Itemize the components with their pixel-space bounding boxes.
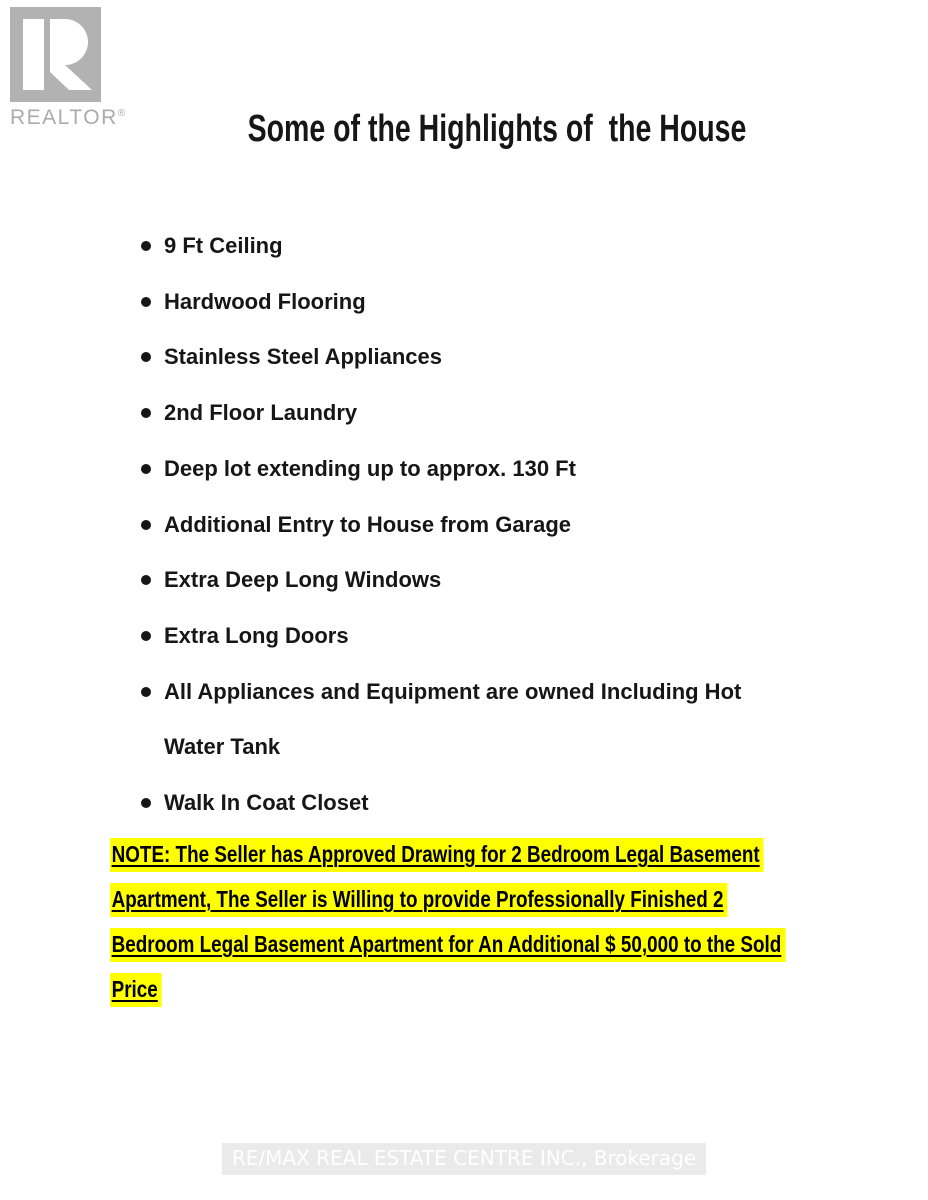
list-item-label: All Appliances and Equipment are owned Including Hot Water Tank	[164, 678, 742, 760]
page-title: Some of the Highlights of the House	[247, 108, 747, 150]
bullet-icon	[141, 464, 151, 474]
realtor-wordmark-label: REALTOR	[10, 106, 118, 129]
note-line	[110, 883, 897, 928]
registered-trademark-icon: ®	[117, 108, 126, 119]
bullet-icon	[141, 352, 151, 362]
list-item-label: Hardwood Flooring	[164, 288, 366, 314]
note-line-text: Price	[110, 973, 162, 1007]
list-item-label: 9 Ft Ceiling	[164, 233, 283, 258]
list-item	[141, 664, 766, 775]
list-item-label: Stainless Steel Appliances	[164, 344, 442, 370]
list-item-label: Extra Deep Long Windows	[164, 567, 442, 593]
list-item	[141, 441, 766, 497]
list-item	[141, 329, 766, 385]
bullet-icon	[141, 575, 151, 585]
list-item-label: Deep lot extending up to approx. 130 Ft	[164, 455, 576, 481]
realtor-r-icon	[10, 7, 101, 102]
list-item	[141, 218, 766, 274]
highlights-list	[141, 218, 766, 831]
list-item	[141, 274, 766, 330]
bullet-icon	[141, 241, 151, 251]
note-section	[110, 838, 897, 1018]
realtor-wordmark	[10, 106, 140, 130]
note-line	[110, 928, 897, 973]
realtor-logo	[10, 7, 140, 130]
bullet-icon	[141, 631, 151, 641]
bullet-icon	[141, 408, 151, 418]
list-item	[141, 385, 766, 441]
bullet-icon	[141, 687, 151, 697]
note-line-text: Bedroom Legal Basement Apartment for An Additional $ 50,000 to the Sold	[110, 928, 785, 962]
list-item	[141, 552, 766, 608]
list-item	[141, 608, 766, 664]
brokerage-watermark: RE/MAX REAL ESTATE CENTRE INC., Brokerage	[222, 1143, 706, 1175]
list-item-label: 2nd Floor Laundry	[164, 400, 358, 426]
list-item-label: Extra Long Doors	[164, 622, 349, 648]
note-line	[110, 973, 897, 1018]
bullet-icon	[141, 798, 151, 808]
list-item	[141, 775, 766, 831]
note-line	[110, 838, 897, 883]
list-item-label: Walk In Coat Closet	[164, 790, 369, 816]
bullet-icon	[141, 520, 151, 530]
note-line-text: NOTE: The Seller has Approved Drawing for 2 Bedroom Legal Basement	[110, 838, 764, 872]
list-item-label: Additional Entry to House from Garage	[164, 511, 572, 537]
note-line-text: Apartment, The Seller is Willing to provide Professionally Finished 2	[110, 883, 728, 917]
list-item	[141, 497, 766, 553]
bullet-icon	[141, 297, 151, 307]
